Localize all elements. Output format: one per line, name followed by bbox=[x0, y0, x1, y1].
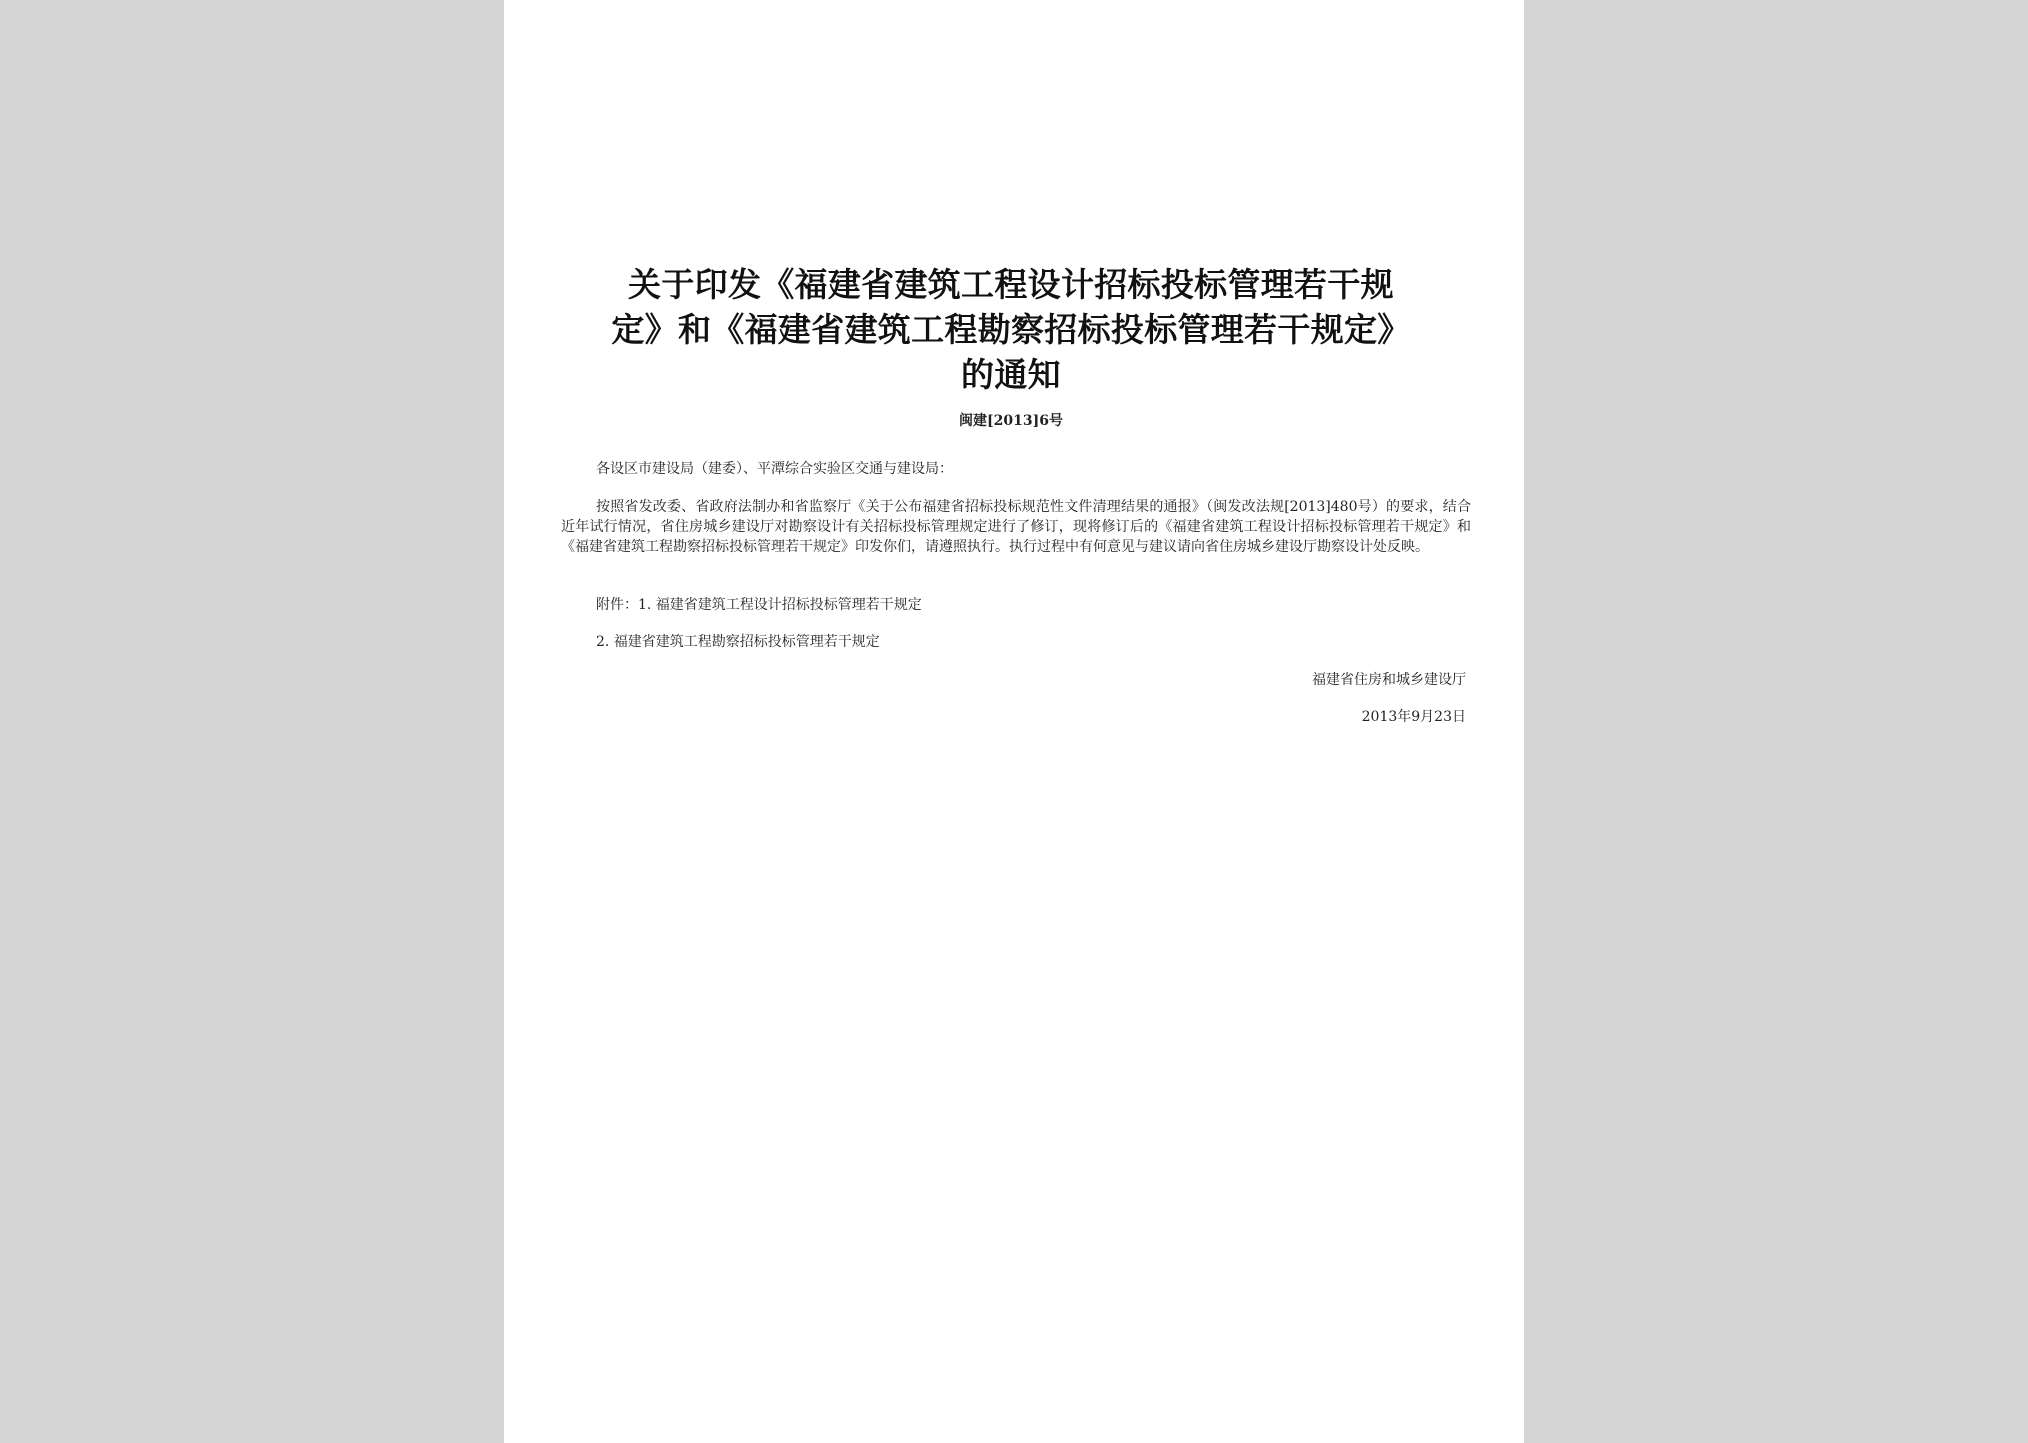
document-title bbox=[566, 262, 1456, 397]
salutation: 各设区市建设局（建委）、平潭综合实验区交通与建设局： bbox=[596, 461, 953, 477]
document-page bbox=[504, 0, 1524, 1443]
title-line-1: 关于印发《福建省建筑工程设计招标投标管理若干规 bbox=[628, 265, 1394, 304]
attachment-item-1: 附件：1. 福建省建筑工程设计招标投标管理若干规定 bbox=[596, 597, 922, 613]
document-number: 闽建[2013]6号 bbox=[959, 413, 1063, 429]
title-line-2: 定》和《福建省建筑工程勘察招标投标管理若干规定》 bbox=[611, 310, 1411, 349]
attachment-item-2: 2. 福建省建筑工程勘察招标投标管理若干规定 bbox=[596, 634, 880, 650]
body-paragraph: 按照省发改委、省政府法制办和省监察厅《关于公布福建省招标投标规范性文件清理结果的通报》（闽发改法规[2013]480号）的要求，结合近年试行情况，省住房城乡建设厅对勘察设计有关招标投标管理规定进行了修订，现将修订后的《福建省建筑工程设计招标投标管理若干规定》和《福建省建筑工程勘察招标投标管理若干规定》印发你们，请遵照执行。执行过程中有何意见与建议请向省住房城乡建设厅勘察设计处反映。 bbox=[561, 499, 1471, 555]
issuing-authority: 福建省住房和城乡建设厅 bbox=[1312, 672, 1466, 688]
issue-date: 2013年9月23日 bbox=[1361, 709, 1466, 725]
title-line-3: 的通知 bbox=[961, 355, 1061, 394]
